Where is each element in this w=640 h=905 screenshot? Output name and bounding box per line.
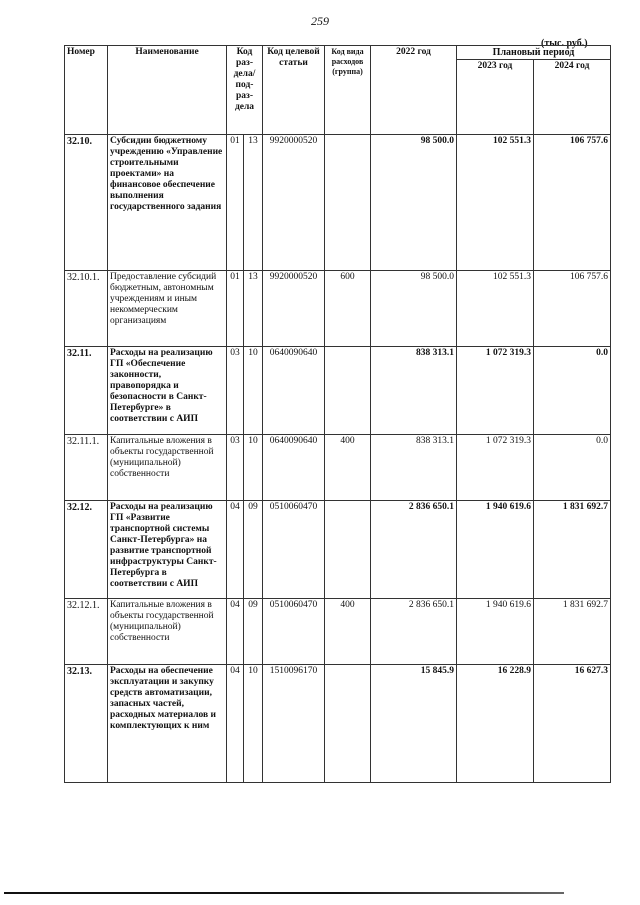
budget-table xyxy=(64,45,611,783)
row-number: 32.12. xyxy=(65,501,108,599)
row-subsection: 09 xyxy=(244,599,263,665)
row-article: 9920000520 xyxy=(263,135,325,271)
row-amount-2022: 98 500.0 xyxy=(371,271,457,347)
row-subsection: 13 xyxy=(244,135,263,271)
bottom-scan-rule xyxy=(4,892,564,894)
row-section: 03 xyxy=(227,435,244,501)
row-name: Капитальные вложения в объекты государственной (муниципальной) собственности xyxy=(108,435,227,501)
row-subsection: 09 xyxy=(244,501,263,599)
row-section: 01 xyxy=(227,135,244,271)
row-subsection: 10 xyxy=(244,435,263,501)
header-name: Наименование xyxy=(108,46,227,135)
units-label: (тыс. руб.) xyxy=(541,38,588,49)
table-row xyxy=(65,665,611,783)
header-expense-type: Код вида расходов (группа) xyxy=(325,46,371,135)
header-planned-period: Плановый период xyxy=(457,46,611,60)
row-section: 01 xyxy=(227,271,244,347)
row-amount-2023: 16 228.9 xyxy=(457,665,534,783)
row-name: Предоставление субсидий бюджетным, автономным учреждениям и иным некоммерческим организациям xyxy=(108,271,227,347)
row-amount-2022: 838 313.1 xyxy=(371,435,457,501)
row-amount-2022: 838 313.1 xyxy=(371,347,457,435)
row-number: 32.11.1. xyxy=(65,435,108,501)
row-expense-type: 400 xyxy=(325,435,371,501)
row-amount-2024: 1 831 692.7 xyxy=(534,599,611,665)
header-article-code: Код целевой статьи xyxy=(263,46,325,135)
row-subsection: 10 xyxy=(244,347,263,435)
row-article: 0510060470 xyxy=(263,501,325,599)
header-section-code: Код раз-дела/ под-раз-дела xyxy=(227,46,263,135)
row-amount-2024: 16 627.3 xyxy=(534,665,611,783)
row-amount-2022: 2 836 650.1 xyxy=(371,501,457,599)
row-name: Расходы на реализацию ГП «Обеспечение законности, правопорядка и безопасности в Санкт-Петербурге» в соответствии с АИП xyxy=(108,347,227,435)
row-subsection: 10 xyxy=(244,665,263,783)
table-row xyxy=(65,271,611,347)
row-amount-2022: 2 836 650.1 xyxy=(371,599,457,665)
row-section: 04 xyxy=(227,599,244,665)
table-row xyxy=(65,599,611,665)
row-section: 04 xyxy=(227,501,244,599)
row-expense-type: 400 xyxy=(325,599,371,665)
row-amount-2024: 106 757.6 xyxy=(534,135,611,271)
row-amount-2023: 1 072 319.3 xyxy=(457,347,534,435)
row-amount-2022: 98 500.0 xyxy=(371,135,457,271)
header-year-2022: 2022 год xyxy=(371,46,457,135)
row-amount-2023: 1 072 319.3 xyxy=(457,435,534,501)
row-amount-2024: 0.0 xyxy=(534,435,611,501)
row-amount-2024: 106 757.6 xyxy=(534,271,611,347)
row-number: 32.10.1. xyxy=(65,271,108,347)
row-amount-2023: 102 551.3 xyxy=(457,135,534,271)
row-expense-type xyxy=(325,347,371,435)
row-amount-2022: 15 845.9 xyxy=(371,665,457,783)
row-expense-type: 600 xyxy=(325,271,371,347)
row-amount-2024: 1 831 692.7 xyxy=(534,501,611,599)
header-number: Номер xyxy=(65,46,108,135)
row-amount-2023: 1 940 619.6 xyxy=(457,599,534,665)
row-amount-2023: 102 551.3 xyxy=(457,271,534,347)
row-section: 04 xyxy=(227,665,244,783)
header-row xyxy=(65,46,611,60)
page-number: 259 xyxy=(311,14,329,28)
table-row xyxy=(65,501,611,599)
header-year-2023: 2023 год xyxy=(457,60,534,135)
table-row xyxy=(65,435,611,501)
row-number: 32.10. xyxy=(65,135,108,271)
row-expense-type xyxy=(325,135,371,271)
row-amount-2024: 0.0 xyxy=(534,347,611,435)
row-subsection: 13 xyxy=(244,271,263,347)
row-name: Субсидии бюджетному учреждению «Управление строительными проектами» на финансовое обеспечение выполнения государственного задания xyxy=(108,135,227,271)
row-article: 1510096170 xyxy=(263,665,325,783)
row-name: Капитальные вложения в объекты государственной (муниципальной) собственности xyxy=(108,599,227,665)
row-number: 32.13. xyxy=(65,665,108,783)
row-amount-2023: 1 940 619.6 xyxy=(457,501,534,599)
table-row xyxy=(65,347,611,435)
row-section: 03 xyxy=(227,347,244,435)
header-year-2024: 2024 год xyxy=(534,60,611,135)
row-expense-type xyxy=(325,665,371,783)
row-number: 32.12.1. xyxy=(65,599,108,665)
row-article: 9920000520 xyxy=(263,271,325,347)
row-article: 0510060470 xyxy=(263,599,325,665)
row-name: Расходы на реализацию ГП «Развитие транспортной системы Санкт-Петербурга» на развитие транспортной инфраструктуры Санкт-Петербурга в соответствии с АИП xyxy=(108,501,227,599)
row-expense-type xyxy=(325,501,371,599)
row-article: 0640090640 xyxy=(263,435,325,501)
row-article: 0640090640 xyxy=(263,347,325,435)
row-number: 32.11. xyxy=(65,347,108,435)
table-row xyxy=(65,135,611,271)
row-name: Расходы на обеспечение эксплуатации и закупку средств автоматизации, запасных частей, расходных материалов и комплектующих к ним xyxy=(108,665,227,783)
